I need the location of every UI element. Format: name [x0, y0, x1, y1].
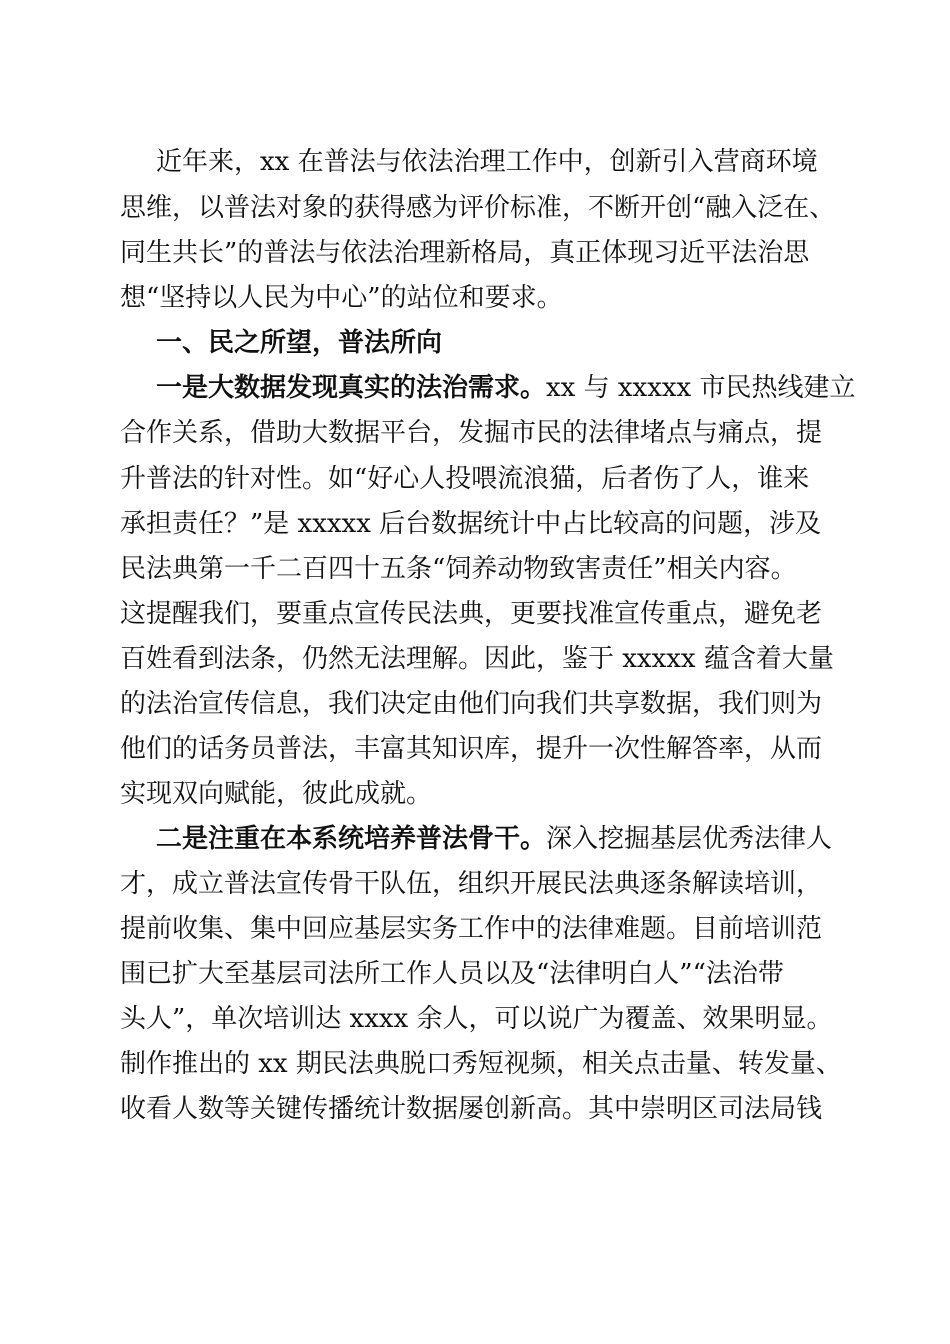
item2-line: 头人”，单次培训达 xxxx 余人，可以说广为覆盖、效果明显。 [120, 1004, 833, 1034]
item1-line: 的法治宣传信息，我们决定由他们向我们共享数据，我们则为 [120, 689, 823, 719]
item2-line: 收看人数等关键传播统计数据屡创新高。其中崇明区司法局钱 [120, 1094, 823, 1124]
item2-first-line [156, 823, 832, 855]
item2-lead: 二是注重在本系统培养普法骨干。 [156, 824, 547, 854]
item1-first-line [156, 372, 855, 404]
item1-line: 民法典第一千二百四十五条“饲养动物致害责任”相关内容。 [120, 554, 797, 584]
item1-line: 合作关系，借助大数据平台，发掘市民的法律堵点与痛点，提 [120, 418, 823, 448]
item1-line: 他们的话务员普法，丰富其知识库，提升一次性解答率，从而 [120, 734, 823, 764]
item2-first-rest: 深入挖掘基层优秀法律人 [546, 824, 833, 854]
intro-line-2: 思维，以普法对象的获得感为评价标准，不断开创“融入泛在、 [120, 193, 836, 223]
item1-line: 升普法的针对性。如“好心人投喂流浪猫，后者伤了人，谁来 [120, 464, 810, 494]
item2-line: 提前收集、集中回应基层实务工作中的法律难题。目前培训范 [120, 914, 823, 944]
intro-line-4: 想“坚持以人民为中心”的站位和要求。 [120, 283, 563, 313]
intro-line-3: 同生共长”的普法与依法治理新格局，真正体现习近平法治思 [120, 238, 810, 268]
item1-line: 百姓看到法条，仍然无法理解。因此，鉴于 xxxxx 蕴含着大量 [120, 644, 834, 674]
item2-line: 围已扩大至基层司法所工作人员以及“法律明白人”“法治带 [120, 959, 784, 989]
item1-lead: 一是大数据发现真实的法治需求。 [156, 373, 547, 403]
intro-line-1: 近年来，xx 在普法与依法治理工作中，创新引入营商环境 [156, 147, 818, 177]
item1-first-rest: xx 与 xxxxx 市民热线建立 [546, 373, 856, 403]
section-heading: 一、民之所望，普法所向 [156, 328, 443, 358]
item1-line: 承担责任？”是 xxxxx 后台数据统计中占比较高的问题，涉及 [120, 509, 822, 539]
item1-line: 这提醒我们，要重点宣传民法典，更要找准宣传重点，避免老 [120, 599, 823, 629]
item2-line: 才，成立普法宣传骨干队伍，组织开展民法典逐条解读培训， [120, 869, 823, 899]
item2-line: 制作推出的 xx 期民法典脱口秀短视频，相关点击量、转发量、 [120, 1049, 842, 1079]
item1-line: 实现双向赋能，彼此成就。 [120, 779, 433, 809]
